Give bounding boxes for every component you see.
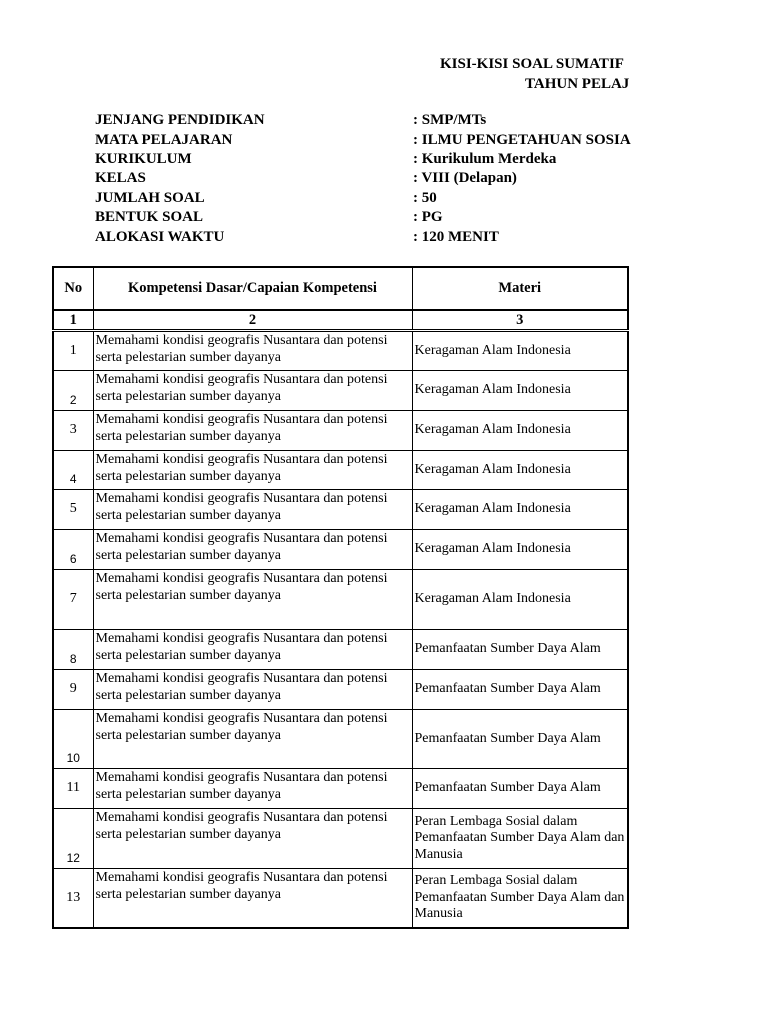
document-title: KISI-KISI SOAL SUMATIF bbox=[440, 56, 624, 72]
row-materi: Keragaman Alam Indonesia bbox=[412, 411, 628, 451]
row-number: 9 bbox=[53, 670, 93, 710]
meta-label-mapel: MATA PELAJARAN bbox=[95, 132, 233, 148]
row-materi: Pemanfaatan Sumber Daya Alam bbox=[412, 670, 628, 710]
meta-label-kelas: KELAS bbox=[95, 170, 146, 186]
meta-label-jenjang: JENJANG PENDIDIKAN bbox=[95, 112, 265, 128]
table-row bbox=[53, 769, 628, 809]
row-number: 2 bbox=[53, 371, 93, 411]
row-kompetensi: Memahami kondisi geografis Nusantara dan potensi serta pelestarian sumber dayanya bbox=[93, 331, 412, 371]
row-number: 1 bbox=[53, 331, 93, 371]
table-row bbox=[53, 809, 628, 869]
row-number: 11 bbox=[53, 769, 93, 809]
row-materi: Peran Lembaga Sosial dalam Pemanfaatan Sumber Daya Alam dan Manusia bbox=[412, 809, 628, 869]
row-kompetensi: Memahami kondisi geografis Nusantara dan potensi serta pelestarian sumber dayanya bbox=[93, 670, 412, 710]
table-header-row bbox=[53, 267, 628, 310]
table-row bbox=[53, 530, 628, 570]
meta-label-jumlah-soal: JUMLAH SOAL bbox=[95, 190, 205, 206]
table-row bbox=[53, 490, 628, 530]
row-materi: Keragaman Alam Indonesia bbox=[412, 331, 628, 371]
row-materi: Peran Lembaga Sosial dalam Pemanfaatan Sumber Daya Alam dan Manusia bbox=[412, 869, 628, 928]
meta-value-kelas: : VIII (Delapan) bbox=[413, 170, 517, 186]
table-row bbox=[53, 331, 628, 371]
meta-label-bentuk-soal: BENTUK SOAL bbox=[95, 209, 203, 225]
column-number: 3 bbox=[412, 310, 628, 331]
row-materi: Pemanfaatan Sumber Daya Alam bbox=[412, 710, 628, 769]
document-subtitle: TAHUN PELAJ bbox=[525, 76, 630, 92]
row-kompetensi: Memahami kondisi geografis Nusantara dan potensi serta pelestarian sumber dayanya bbox=[93, 710, 412, 769]
meta-value-jumlah-soal: : 50 bbox=[413, 190, 437, 206]
table-row bbox=[53, 630, 628, 670]
row-materi: Keragaman Alam Indonesia bbox=[412, 371, 628, 411]
row-kompetensi: Memahami kondisi geografis Nusantara dan potensi serta pelestarian sumber dayanya bbox=[93, 371, 412, 411]
row-number: 6 bbox=[53, 530, 93, 570]
row-materi: Pemanfaatan Sumber Daya Alam bbox=[412, 630, 628, 670]
row-materi: Keragaman Alam Indonesia bbox=[412, 570, 628, 630]
row-number: 7 bbox=[53, 570, 93, 630]
column-number: 1 bbox=[53, 310, 93, 331]
table-row bbox=[53, 670, 628, 710]
meta-label-kurikulum: KURIKULUM bbox=[95, 151, 192, 167]
row-kompetensi: Memahami kondisi geografis Nusantara dan potensi serta pelestarian sumber dayanya bbox=[93, 490, 412, 530]
row-kompetensi: Memahami kondisi geografis Nusantara dan potensi serta pelestarian sumber dayanya bbox=[93, 411, 412, 451]
row-materi: Pemanfaatan Sumber Daya Alam bbox=[412, 769, 628, 809]
row-materi: Keragaman Alam Indonesia bbox=[412, 451, 628, 490]
row-number: 13 bbox=[53, 869, 93, 928]
header-no: No bbox=[53, 267, 93, 310]
table-row bbox=[53, 710, 628, 769]
row-kompetensi: Memahami kondisi geografis Nusantara dan potensi serta pelestarian sumber dayanya bbox=[93, 570, 412, 630]
meta-value-bentuk-soal: : PG bbox=[413, 209, 443, 225]
table-row bbox=[53, 570, 628, 630]
row-number: 12 bbox=[53, 809, 93, 869]
meta-label-alokasi-waktu: ALOKASI WAKTU bbox=[95, 229, 225, 245]
row-kompetensi: Memahami kondisi geografis Nusantara dan potensi serta pelestarian sumber dayanya bbox=[93, 530, 412, 570]
row-number: 3 bbox=[53, 411, 93, 451]
row-materi: Keragaman Alam Indonesia bbox=[412, 490, 628, 530]
table-row bbox=[53, 371, 628, 411]
meta-value-kurikulum: : Kurikulum Merdeka bbox=[413, 151, 557, 167]
row-number: 10 bbox=[53, 710, 93, 769]
header-kompetensi: Kompetensi Dasar/Capaian Kompetensi bbox=[93, 267, 412, 310]
table-row bbox=[53, 869, 628, 928]
row-kompetensi: Memahami kondisi geografis Nusantara dan potensi serta pelestarian sumber dayanya bbox=[93, 630, 412, 670]
row-number: 5 bbox=[53, 490, 93, 530]
row-materi: Keragaman Alam Indonesia bbox=[412, 530, 628, 570]
row-number: 8 bbox=[53, 630, 93, 670]
row-kompetensi: Memahami kondisi geografis Nusantara dan potensi serta pelestarian sumber dayanya bbox=[93, 451, 412, 490]
table-row bbox=[53, 451, 628, 490]
row-kompetensi: Memahami kondisi geografis Nusantara dan potensi serta pelestarian sumber dayanya bbox=[93, 809, 412, 869]
kisi-kisi-table bbox=[52, 266, 629, 929]
row-kompetensi: Memahami kondisi geografis Nusantara dan potensi serta pelestarian sumber dayanya bbox=[93, 869, 412, 928]
row-number: 4 bbox=[53, 451, 93, 490]
meta-value-alokasi-waktu: : 120 MENIT bbox=[413, 229, 499, 245]
row-kompetensi: Memahami kondisi geografis Nusantara dan potensi serta pelestarian sumber dayanya bbox=[93, 769, 412, 809]
meta-value-jenjang: : SMP/MTs bbox=[413, 112, 487, 128]
table-row bbox=[53, 411, 628, 451]
column-number-row bbox=[53, 310, 628, 331]
meta-value-mapel: : ILMU PENGETAHUAN SOSIA bbox=[413, 132, 631, 148]
column-number: 2 bbox=[93, 310, 412, 331]
header-materi: Materi bbox=[412, 267, 628, 310]
